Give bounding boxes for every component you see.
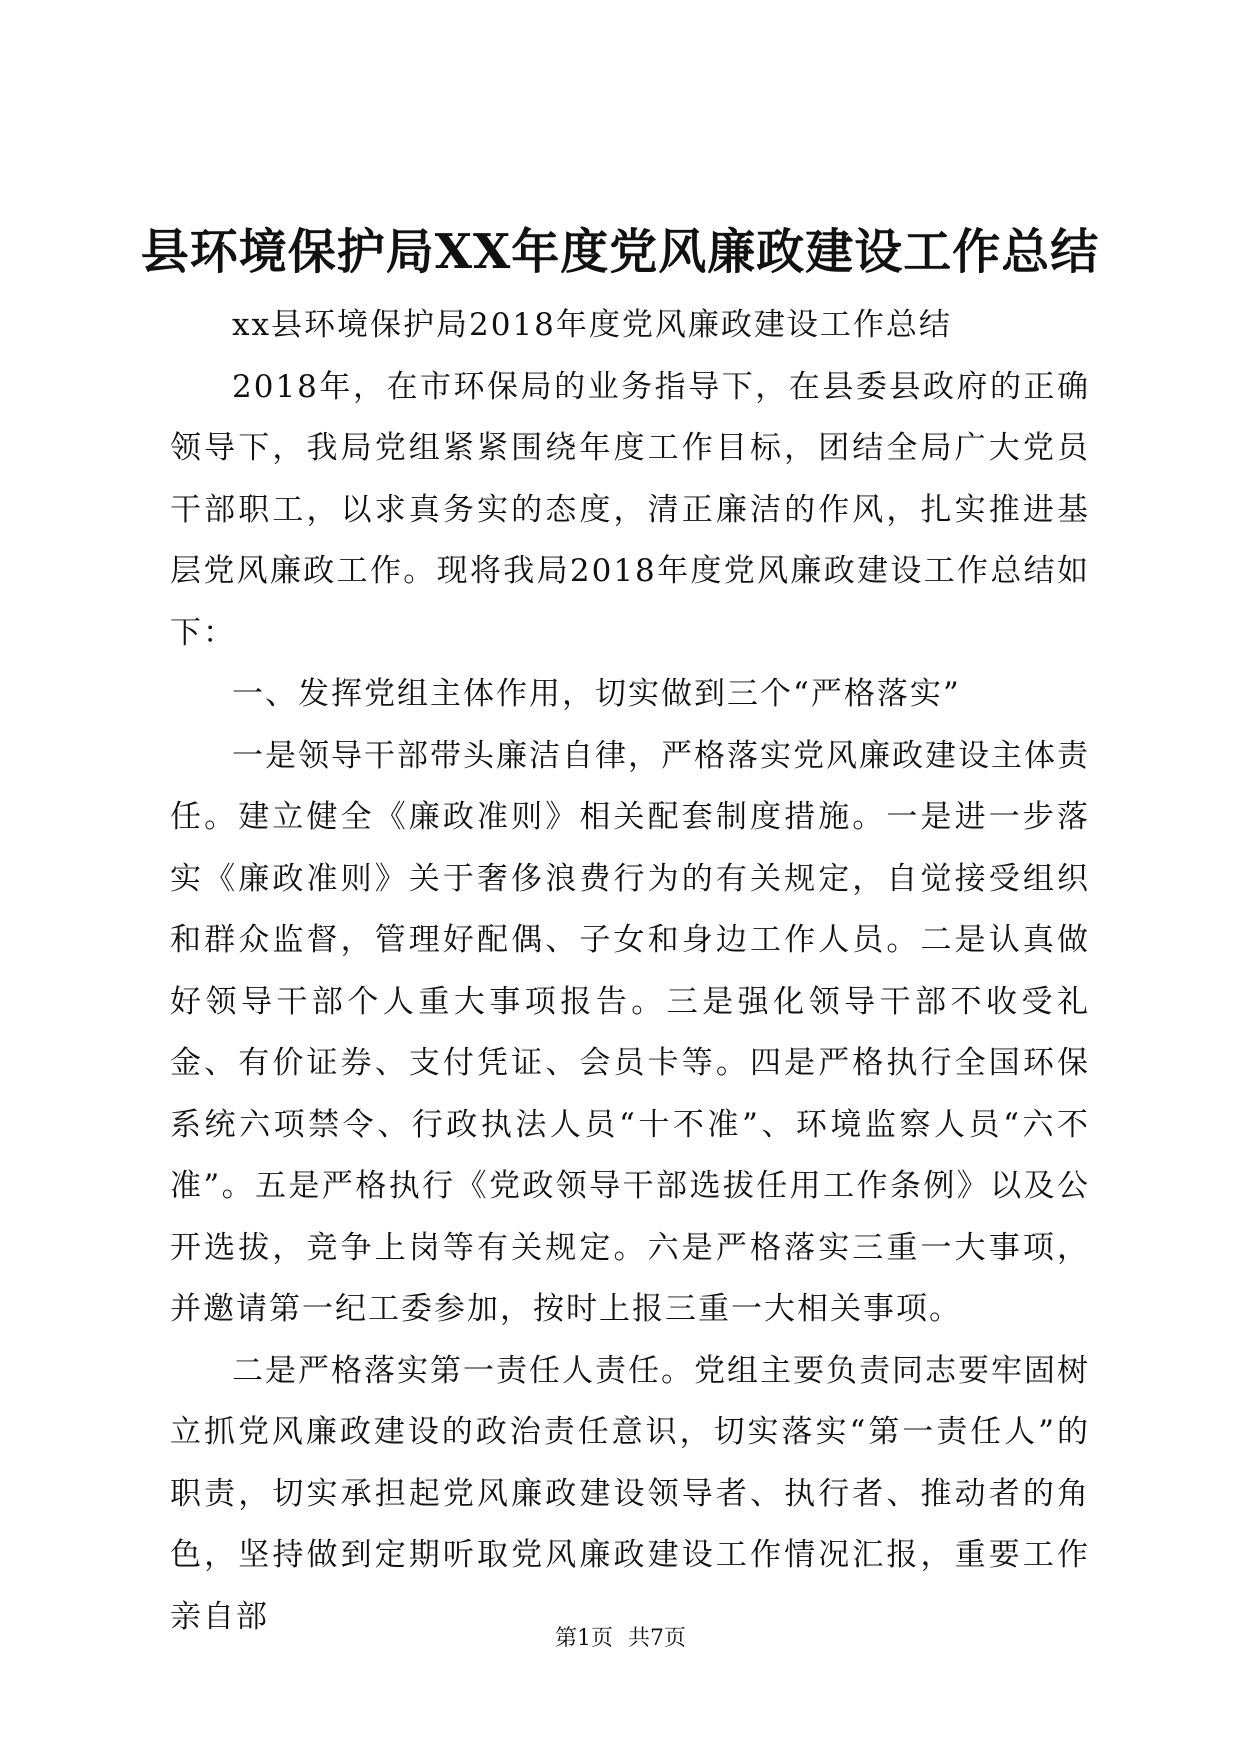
paragraph-subtitle: xx县环境保护局2018年度党风廉政建设工作总结 — [232, 307, 952, 343]
document-body — [170, 295, 1090, 1648]
page-total: 共7页 — [628, 1626, 686, 1651]
paragraph-item-1: 一是领导干部带头廉洁自律，严格落实党风廉政建设主体责任。建立健全《廉政准则》相关配套制度措施。一是进一步落实《廉政准则》关于奢侈浪费行为的有关规定，自觉接受组织和群众监督，管理好配偶、子女和身边工作人员。二是认真做好领导干部个人重大事项报告。三是强化领导干部不收受礼金、有价证券、支付凭证、会员卡等。四是严格执行全国环保系统六项禁令、行政执法人员“十不准”、环境监察人员“六不准”。五是严格执行《党政领导干部选拔任用工作条例》以及公开选拔，竞争上岗等有关规定。六是严格落实三重一大事项，并邀请第一纪工委参加，按时上报三重一大相关事项。 — [170, 737, 1090, 1327]
section-heading-1: 一、发挥党组主体作用，切实做到三个“严格落实” — [232, 676, 961, 712]
paragraph-intro: 2018年，在市环保局的业务指导下，在县委县政府的正确领导下，我局党组紧紧围绕年度工作目标，团结全局广大党员干部职工，以求真务实的态度，清正廉洁的作风，扎实推进基层党风廉政工作。现将我局2018年度党风廉政建设工作总结如下： — [170, 368, 1090, 651]
document-title: 县环境保护局XX年度党风廉政建设工作总结 — [140, 224, 1100, 280]
page-footer — [0, 1624, 1241, 1654]
paragraph-item-2: 二是严格落实第一责任人责任。党组主要负责同志要牢固树立抓党风廉政建设的政治责任意识，切实落实“第一责任人”的职责，切实承担起党风廉政建设领导者、执行者、推动者的角色，坚持做到定期听取党风廉政建设工作情况汇报，重要工作亲自部 — [170, 1352, 1090, 1635]
page-number: 第1页 — [555, 1626, 613, 1651]
